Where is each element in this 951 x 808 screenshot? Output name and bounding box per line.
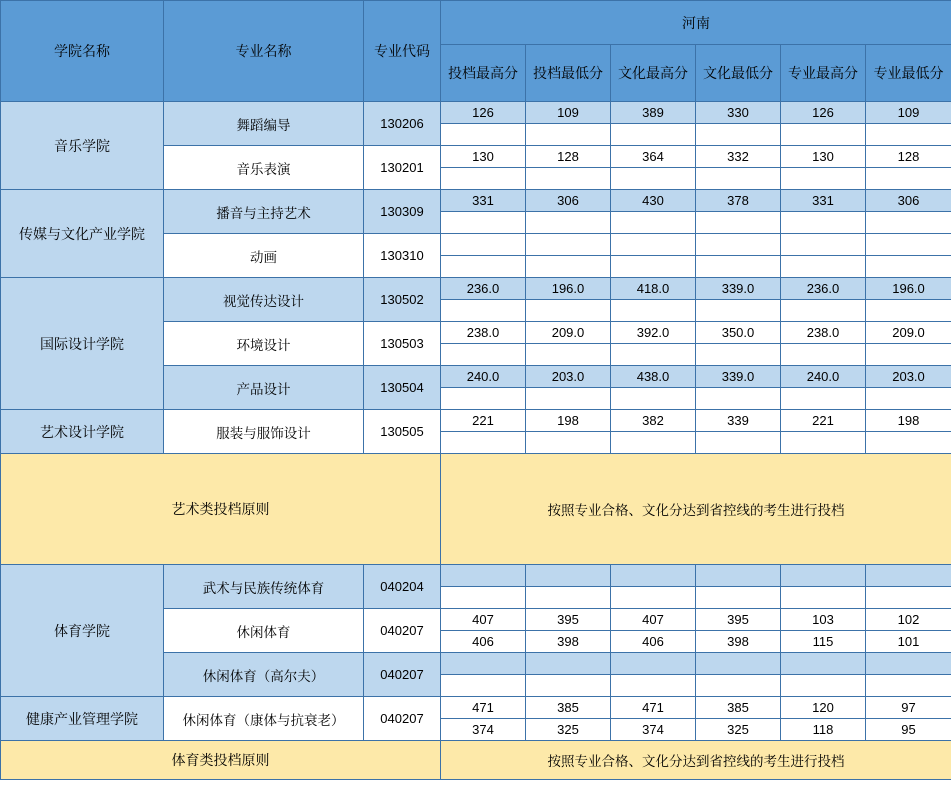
score-cell: 221	[441, 410, 526, 432]
sports-rule-label: 体育类投档原则	[1, 741, 441, 780]
score-cell: 238.0	[781, 322, 866, 344]
score-cell	[526, 124, 611, 146]
score-cell	[526, 300, 611, 322]
score-cell	[781, 587, 866, 609]
header-college: 学院名称	[1, 1, 164, 102]
score-cell: 306	[866, 190, 951, 212]
score-cell: 407	[611, 609, 696, 631]
score-cell	[526, 675, 611, 697]
score-cell	[526, 344, 611, 366]
score-cell: 395	[696, 609, 781, 631]
major-cell: 视觉传达设计	[164, 278, 364, 322]
score-cell	[781, 256, 866, 278]
score-cell: 240.0	[441, 366, 526, 388]
score-cell	[866, 234, 951, 256]
score-cell	[611, 300, 696, 322]
score-cell: 221	[781, 410, 866, 432]
header-major: 专业名称	[164, 1, 364, 102]
code-cell: 040207	[364, 653, 441, 697]
score-cell: 118	[781, 719, 866, 741]
score-cell	[696, 212, 781, 234]
major-cell: 音乐表演	[164, 146, 364, 190]
score-cell	[611, 212, 696, 234]
score-cell: 198	[866, 410, 951, 432]
score-cell: 406	[611, 631, 696, 653]
table-row	[1, 278, 951, 300]
code-cell: 130309	[364, 190, 441, 234]
score-cell: 120	[781, 697, 866, 719]
score-cell: 395	[526, 609, 611, 631]
score-cell	[696, 653, 781, 675]
score-cell	[611, 587, 696, 609]
header-sub-3: 文化最低分	[696, 45, 781, 102]
score-cell: 128	[866, 146, 951, 168]
score-cell	[441, 675, 526, 697]
score-cell	[781, 124, 866, 146]
score-cell: 306	[526, 190, 611, 212]
header-sub-4: 专业最高分	[781, 45, 866, 102]
score-cell: 196.0	[866, 278, 951, 300]
score-cell	[611, 256, 696, 278]
score-cell	[696, 256, 781, 278]
score-cell	[441, 256, 526, 278]
score-cell	[441, 300, 526, 322]
score-cell	[441, 653, 526, 675]
score-cell	[866, 124, 951, 146]
score-cell: 392.0	[611, 322, 696, 344]
score-cell: 389	[611, 102, 696, 124]
score-cell	[441, 168, 526, 190]
college-cell: 国际设计学院	[1, 278, 164, 410]
score-cell	[866, 565, 951, 587]
score-cell: 203.0	[526, 366, 611, 388]
score-cell	[526, 388, 611, 410]
score-cell: 128	[526, 146, 611, 168]
major-cell: 舞蹈编导	[164, 102, 364, 146]
score-cell: 471	[441, 697, 526, 719]
code-cell: 130310	[364, 234, 441, 278]
score-cell	[526, 653, 611, 675]
score-cell	[611, 344, 696, 366]
score-cell	[696, 675, 781, 697]
score-cell: 374	[441, 719, 526, 741]
header-code: 专业代码	[364, 1, 441, 102]
score-cell: 240.0	[781, 366, 866, 388]
score-cell	[866, 587, 951, 609]
score-cell	[611, 675, 696, 697]
major-cell: 休闲体育（高尔夫）	[164, 653, 364, 697]
major-cell: 产品设计	[164, 366, 364, 410]
code-cell: 130502	[364, 278, 441, 322]
major-cell: 休闲体育（康体与抗衰老）	[164, 697, 364, 741]
code-cell: 040207	[364, 697, 441, 741]
score-cell: 332	[696, 146, 781, 168]
code-cell: 040204	[364, 565, 441, 609]
score-cell: 126	[441, 102, 526, 124]
score-cell	[611, 565, 696, 587]
score-cell: 331	[441, 190, 526, 212]
major-cell: 武术与民族传统体育	[164, 565, 364, 609]
score-cell	[696, 432, 781, 454]
code-cell: 130201	[364, 146, 441, 190]
score-cell: 196.0	[526, 278, 611, 300]
score-cell	[866, 344, 951, 366]
score-cell: 339	[696, 410, 781, 432]
score-cell: 364	[611, 146, 696, 168]
score-cell	[696, 587, 781, 609]
score-cell: 398	[696, 631, 781, 653]
score-cell: 430	[611, 190, 696, 212]
score-cell	[526, 587, 611, 609]
table-row	[1, 102, 951, 124]
score-cell	[611, 653, 696, 675]
college-cell: 健康产业管理学院	[1, 697, 164, 741]
score-cell: 101	[866, 631, 951, 653]
header-sub-5: 专业最低分	[866, 45, 951, 102]
score-cell	[696, 388, 781, 410]
score-cell	[696, 565, 781, 587]
art-rule-row	[1, 454, 951, 565]
college-cell: 艺术设计学院	[1, 410, 164, 454]
score-cell: 109	[866, 102, 951, 124]
score-cell: 95	[866, 719, 951, 741]
score-cell	[611, 234, 696, 256]
major-cell: 服装与服饰设计	[164, 410, 364, 454]
table-row	[1, 565, 951, 587]
score-cell: 109	[526, 102, 611, 124]
score-cell	[866, 256, 951, 278]
table-row	[1, 190, 951, 212]
major-cell: 动画	[164, 234, 364, 278]
score-cell: 236.0	[441, 278, 526, 300]
score-cell: 209.0	[866, 322, 951, 344]
score-cell: 438.0	[611, 366, 696, 388]
score-cell	[696, 168, 781, 190]
score-cell	[866, 653, 951, 675]
score-cell: 374	[611, 719, 696, 741]
score-cell: 102	[866, 609, 951, 631]
score-cell	[866, 388, 951, 410]
score-cell	[781, 653, 866, 675]
score-cell	[781, 212, 866, 234]
code-cell: 040207	[364, 609, 441, 653]
score-cell	[781, 388, 866, 410]
score-cell: 378	[696, 190, 781, 212]
table-row	[1, 697, 951, 719]
score-cell	[526, 234, 611, 256]
score-cell: 471	[611, 697, 696, 719]
score-cell: 126	[781, 102, 866, 124]
code-cell: 130206	[364, 102, 441, 146]
score-cell: 407	[441, 609, 526, 631]
score-cell	[781, 432, 866, 454]
score-cell: 203.0	[866, 366, 951, 388]
score-cell: 130	[781, 146, 866, 168]
score-cell	[696, 124, 781, 146]
college-cell: 传媒与文化产业学院	[1, 190, 164, 278]
score-cell: 385	[696, 697, 781, 719]
score-cell: 115	[781, 631, 866, 653]
score-cell	[441, 388, 526, 410]
score-cell	[866, 675, 951, 697]
score-cell	[696, 234, 781, 256]
score-cell: 382	[611, 410, 696, 432]
table-header-row-1	[1, 1, 951, 45]
score-cell	[781, 675, 866, 697]
score-cell: 398	[526, 631, 611, 653]
score-cell: 331	[781, 190, 866, 212]
score-cell	[781, 565, 866, 587]
score-cell	[781, 344, 866, 366]
score-cell	[441, 212, 526, 234]
header-sub-2: 文化最高分	[611, 45, 696, 102]
header-sub-0: 投档最高分	[441, 45, 526, 102]
score-cell: 209.0	[526, 322, 611, 344]
score-cell	[441, 565, 526, 587]
score-cell: 236.0	[781, 278, 866, 300]
code-cell: 130504	[364, 366, 441, 410]
score-cell	[866, 300, 951, 322]
score-cell	[611, 432, 696, 454]
score-cell: 418.0	[611, 278, 696, 300]
score-cell	[441, 234, 526, 256]
score-cell	[441, 587, 526, 609]
score-cell	[781, 234, 866, 256]
score-cell: 339.0	[696, 366, 781, 388]
header-region: 河南	[441, 1, 951, 45]
score-cell	[866, 432, 951, 454]
score-cell	[526, 256, 611, 278]
header-sub-1: 投档最低分	[526, 45, 611, 102]
score-cell	[441, 344, 526, 366]
score-cell	[441, 432, 526, 454]
score-cell: 339.0	[696, 278, 781, 300]
college-cell: 体育学院	[1, 565, 164, 697]
score-cell: 198	[526, 410, 611, 432]
score-cell: 238.0	[441, 322, 526, 344]
major-cell: 播音与主持艺术	[164, 190, 364, 234]
score-cell	[526, 432, 611, 454]
score-cell	[611, 168, 696, 190]
code-cell: 130505	[364, 410, 441, 454]
score-cell	[526, 168, 611, 190]
art-rule-text: 按照专业合格、文化分达到省控线的考生进行投档	[441, 454, 951, 565]
score-cell	[781, 300, 866, 322]
score-cell	[526, 212, 611, 234]
sports-rule-text: 按照专业合格、文化分达到省控线的考生进行投档	[441, 741, 951, 780]
score-cell	[866, 212, 951, 234]
score-cell: 385	[526, 697, 611, 719]
score-cell	[611, 388, 696, 410]
score-cell	[781, 168, 866, 190]
score-cell	[441, 124, 526, 146]
art-rule-label: 艺术类投档原则	[1, 454, 441, 565]
sports-rule-row	[1, 741, 951, 780]
score-cell: 350.0	[696, 322, 781, 344]
score-cell: 325	[696, 719, 781, 741]
score-cell	[696, 344, 781, 366]
score-cell: 406	[441, 631, 526, 653]
code-cell: 130503	[364, 322, 441, 366]
score-cell: 330	[696, 102, 781, 124]
score-cell	[526, 565, 611, 587]
score-cell: 97	[866, 697, 951, 719]
table-row	[1, 410, 951, 432]
score-cell: 130	[441, 146, 526, 168]
college-cell: 音乐学院	[1, 102, 164, 190]
major-cell: 休闲体育	[164, 609, 364, 653]
major-cell: 环境设计	[164, 322, 364, 366]
score-cell: 325	[526, 719, 611, 741]
score-cell	[696, 300, 781, 322]
score-cell	[866, 168, 951, 190]
score-cell	[611, 124, 696, 146]
score-cell: 103	[781, 609, 866, 631]
